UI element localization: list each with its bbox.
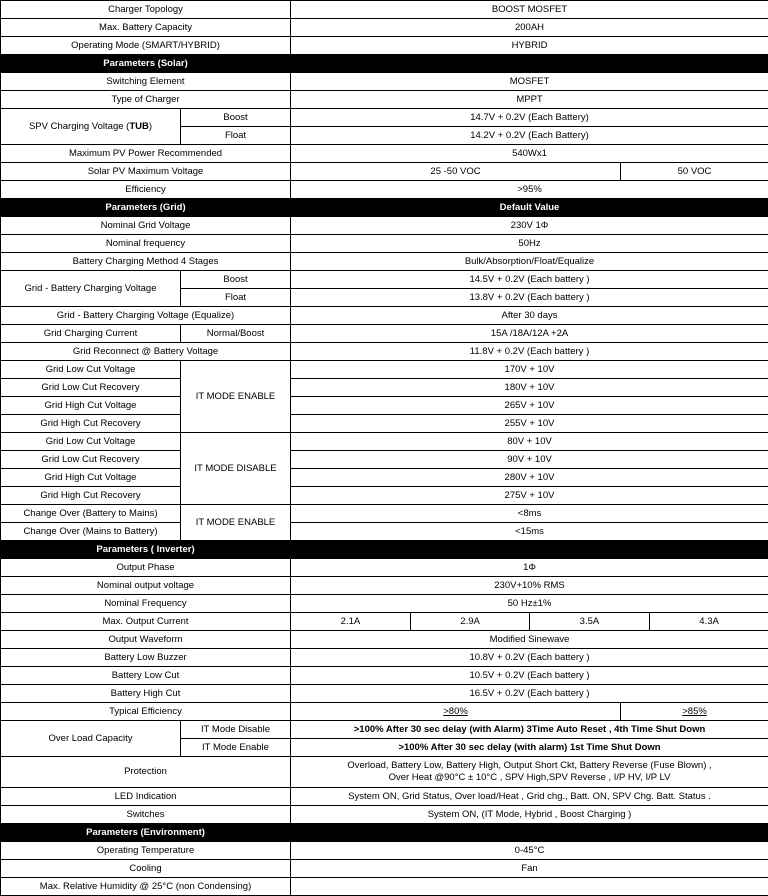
row-value: 80V + 10V — [291, 433, 768, 451]
row-label: Max. Output Current — [1, 613, 291, 631]
table-row — [1, 163, 768, 181]
row-label: Nominal output voltage — [1, 577, 291, 595]
section-title: Parameters (Grid) — [1, 199, 291, 217]
row-value: 265V + 10V — [291, 397, 768, 415]
row-value: >100% After 30 sec delay (with alarm) 1st Time Shut Down — [291, 739, 768, 757]
section-title: Parameters ( Inverter) — [1, 541, 291, 559]
row-value-multiline — [291, 757, 768, 788]
row-value: 200AH — [291, 19, 768, 37]
row-label: Grid - Battery Charging Voltage (Equalize) — [1, 307, 291, 325]
row-value: 280V + 10V — [291, 469, 768, 487]
row-label: Grid Charging Current — [1, 325, 181, 343]
row-sublabel: Float — [181, 289, 291, 307]
row-label: Battery Charging Method 4 Stages — [1, 253, 291, 271]
current-value: 2.1A — [291, 613, 410, 630]
table-row — [1, 217, 768, 235]
row-label: Type of Charger — [1, 91, 291, 109]
section-header-grid — [1, 199, 768, 217]
row-label: Nominal Grid Voltage — [1, 217, 291, 235]
row-value: BOOST MOSFET — [291, 1, 768, 19]
row-label: Switching Element — [1, 73, 291, 91]
table-row-clipped — [1, 878, 768, 896]
row-sublabel: IT MODE DISABLE — [181, 433, 291, 505]
row-label: Grid Reconnect @ Battery Voltage — [1, 343, 291, 361]
row-label: LED Indication — [1, 788, 291, 806]
row-value: Bulk/Absorption/Float/Equalize — [291, 253, 768, 271]
table-row — [1, 109, 768, 127]
row-value: 50Hz — [291, 235, 768, 253]
row-value: 10.5V + 0.2V (Each battery ) — [291, 667, 768, 685]
table-row — [1, 577, 768, 595]
table-row — [1, 379, 768, 397]
section-header-environment — [1, 824, 768, 842]
table-row — [1, 415, 768, 433]
table-row — [1, 343, 768, 361]
row-value: Fan — [291, 860, 768, 878]
row-value: System ON, (IT Mode, Hybrid , Boost Charging ) — [291, 806, 768, 824]
table-row — [1, 667, 768, 685]
row-label: Charger Topology — [1, 1, 291, 19]
table-row — [1, 649, 768, 667]
row-value: After 30 days — [291, 307, 768, 325]
row-label: Grid - Battery Charging Voltage — [1, 271, 181, 307]
row-sublabel: IT MODE ENABLE — [181, 505, 291, 541]
row-value: 230V 1Φ — [291, 217, 768, 235]
table-row — [1, 253, 768, 271]
row-label: Grid Low Cut Voltage — [1, 433, 181, 451]
row-value: 170V + 10V — [291, 361, 768, 379]
protection-line-2: Over Heat @90°C ± 10°C , SPV High,SPV Reverse , I/P HV, I/P LV — [293, 772, 766, 784]
row-value: 230V+10% RMS — [291, 577, 768, 595]
table-row — [1, 860, 768, 878]
table-row — [1, 505, 768, 523]
table-row — [1, 397, 768, 415]
section-title: Parameters (Environment) — [1, 824, 291, 842]
row-label: Grid Low Cut Voltage — [1, 361, 181, 379]
row-value: MPPT — [291, 91, 768, 109]
table-row — [1, 1, 768, 19]
row-sublabel: Float — [181, 127, 291, 145]
table-row — [1, 271, 768, 289]
row-value: HYBRID — [291, 37, 768, 55]
table-row — [1, 361, 768, 379]
table-row — [1, 631, 768, 649]
row-label: Output Phase — [1, 559, 291, 577]
row-label: Operating Temperature — [1, 842, 291, 860]
row-label: Battery Low Buzzer — [1, 649, 291, 667]
row-label: Cooling — [1, 860, 291, 878]
row-value: 16.5V + 0.2V (Each battery ) — [291, 685, 768, 703]
row-label-bold: TUB — [129, 121, 149, 132]
table-row — [1, 451, 768, 469]
row-label: Output Waveform — [1, 631, 291, 649]
table-row — [1, 19, 768, 37]
row-label: Grid High Cut Recovery — [1, 415, 181, 433]
table-row — [1, 523, 768, 541]
row-value: 13.8V + 0.2V (Each battery ) — [291, 289, 768, 307]
table-row — [1, 559, 768, 577]
current-value: 3.5A — [530, 613, 649, 630]
section-value-header — [291, 541, 768, 559]
row-value: <15ms — [291, 523, 768, 541]
row-sublabel: IT MODE ENABLE — [181, 361, 291, 433]
table-row — [1, 721, 768, 739]
row-value: 14.5V + 0.2V (Each battery ) — [291, 271, 768, 289]
row-sublabel: Boost — [181, 109, 291, 127]
row-label: Solar PV Maximum Voltage — [1, 163, 291, 181]
table-row — [1, 487, 768, 505]
row-sublabel: IT Mode Disable — [181, 721, 291, 739]
row-value: System ON, Grid Status, Over load/Heat , Grid chg., Batt. ON, SPV Chg. Batt. Status . — [291, 788, 768, 806]
row-value: MOSFET — [291, 73, 768, 91]
row-value: 255V + 10V — [291, 415, 768, 433]
table-row — [1, 806, 768, 824]
row-label: Change Over (Battery to Mains) — [1, 505, 181, 523]
current-value: 2.9A — [410, 613, 529, 630]
table-row — [1, 703, 768, 721]
table-row — [1, 788, 768, 806]
row-value: 14.7V + 0.2V (Each Battery) — [291, 109, 768, 127]
row-value-alt: 50 VOC — [621, 163, 768, 181]
table-row — [1, 37, 768, 55]
table-row — [1, 685, 768, 703]
table-row — [1, 235, 768, 253]
section-header-inverter — [1, 541, 768, 559]
row-value: >95% — [291, 181, 768, 199]
row-label — [1, 109, 181, 145]
section-value-header: Default Value — [291, 199, 768, 217]
table-row — [1, 181, 768, 199]
row-value: 25 -50 VOC — [291, 163, 621, 181]
row-label: Protection — [1, 757, 291, 788]
table-row — [1, 91, 768, 109]
row-value: 90V + 10V — [291, 451, 768, 469]
row-value — [291, 878, 768, 896]
row-label: Change Over (Mains to Battery) — [1, 523, 181, 541]
row-label: Nominal frequency — [1, 235, 291, 253]
section-title: Parameters (Solar) — [1, 55, 291, 73]
row-label: Battery Low Cut — [1, 667, 291, 685]
row-label: Grid High Cut Voltage — [1, 397, 181, 415]
row-label: Operating Mode (SMART/HYBRID) — [1, 37, 291, 55]
row-value: 0-45°C — [291, 842, 768, 860]
row-value: 11.8V + 0.2V (Each battery ) — [291, 343, 768, 361]
protection-line-1: Overload, Battery Low, Battery High, Output Short Ckt, Battery Reverse (Fuse Blown) , — [293, 760, 766, 772]
current-value: 4.3A — [649, 613, 768, 630]
row-label: Nominal Frequency — [1, 595, 291, 613]
row-value: 50 Hz±1% — [291, 595, 768, 613]
row-label: Typical Efficiency — [1, 703, 291, 721]
table-row — [1, 145, 768, 163]
row-value: 15A /18A/12A +2A — [291, 325, 768, 343]
row-value-alt: >85% — [621, 703, 768, 721]
row-sublabel: IT Mode Enable — [181, 739, 291, 757]
row-label: Grid Low Cut Recovery — [1, 451, 181, 469]
row-value: Modified Sinewave — [291, 631, 768, 649]
section-value-header — [291, 55, 768, 73]
row-label: Over Load Capacity — [1, 721, 181, 757]
row-label: Battery High Cut — [1, 685, 291, 703]
row-sublabel: Boost — [181, 271, 291, 289]
row-label: Grid High Cut Recovery — [1, 487, 181, 505]
row-value: 540Wx1 — [291, 145, 768, 163]
row-label: Grid High Cut Voltage — [1, 469, 181, 487]
table-row-protection — [1, 757, 768, 788]
row-label: Grid Low Cut Recovery — [1, 379, 181, 397]
row-sublabel: Normal/Boost — [181, 325, 291, 343]
row-label: Efficiency — [1, 181, 291, 199]
table-row-max-output-current — [1, 613, 768, 631]
row-label: Switches — [1, 806, 291, 824]
table-row — [1, 433, 768, 451]
row-label-text: SPV Charging Voltage ( — [29, 121, 129, 132]
row-label-text-end: ) — [149, 121, 152, 132]
row-label: Max. Battery Capacity — [1, 19, 291, 37]
section-value-header — [291, 824, 768, 842]
table-row — [1, 73, 768, 91]
row-value: <8ms — [291, 505, 768, 523]
row-value: 1Φ — [291, 559, 768, 577]
row-value: >80% — [291, 703, 621, 721]
row-value: 180V + 10V — [291, 379, 768, 397]
row-value: 14.2V + 0.2V (Each Battery) — [291, 127, 768, 145]
row-label: Maximum PV Power Recommended — [1, 145, 291, 163]
table-row — [1, 595, 768, 613]
table-row — [1, 469, 768, 487]
section-header-solar — [1, 55, 768, 73]
table-row — [1, 307, 768, 325]
row-value: 275V + 10V — [291, 487, 768, 505]
table-row — [1, 842, 768, 860]
row-value: 10.8V + 0.2V (Each battery ) — [291, 649, 768, 667]
table-row — [1, 325, 768, 343]
row-value: >100% After 30 sec delay (with Alarm) 3Time Auto Reset , 4th Time Shut Down — [291, 721, 768, 739]
row-label: Max. Relative Humidity @ 25°C (non Condensing) — [1, 878, 291, 896]
